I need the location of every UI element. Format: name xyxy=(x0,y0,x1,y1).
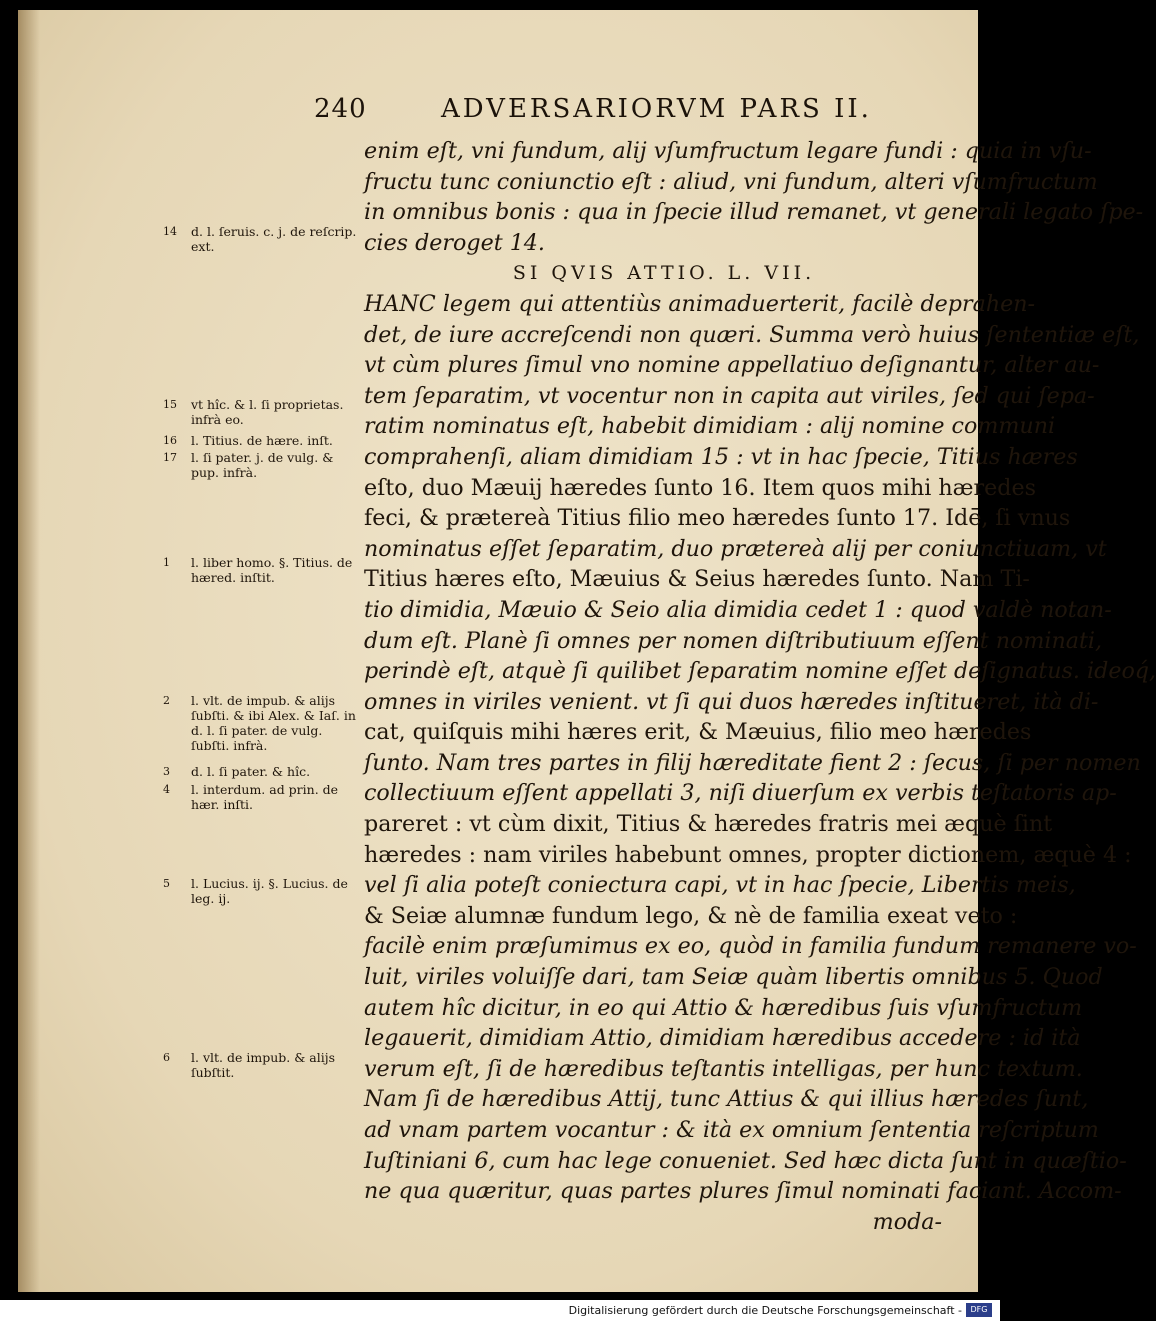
note-text: l. vlt. de impub. & alijs ſubſtit. xyxy=(191,1050,336,1080)
body-line: enim eſt, vni fundum, alij vſumfructum legare fundi : quia in vſu- xyxy=(364,138,1092,164)
body-line: perindè eſt, atquè ſi quilibet ſeparatim nomine eſſet deſignatus. ideoq́, xyxy=(364,658,1156,685)
body-line: Nam ſi de hæredibus Attij, tunc Attius & qui illius hæredes ſunt, xyxy=(364,1086,1089,1113)
body-line: tem ſeparatim, vt vocentur non in capita aut viriles, ſed qui ſepa- xyxy=(364,382,1095,409)
body-line: comprahenſi, aliam dimidiam 15 : vt in hac ſpecie, Titius hæres xyxy=(364,443,1078,470)
body-line: cies deroget 14. xyxy=(364,229,545,256)
body-line: eſto, duo Mæuij hæredes ſunto 16. Item quos mihi hæredes xyxy=(364,474,1036,501)
body-line: fructu tunc coniunctio eſt : aliud, vni fundum, alteri vſumfructum xyxy=(364,168,1098,195)
body-line: ratim nominatus eſt, habebit dimidiam : alij nomine communi xyxy=(364,413,1056,440)
note-number: 14 xyxy=(163,225,177,238)
body-line: legauerit, dimidiam Attio, dimidiam hæredibus accedere : id ità xyxy=(364,1025,1081,1052)
catchword: moda- xyxy=(872,1208,942,1235)
dfg-logo-icon: DFG xyxy=(966,1303,992,1317)
note-number: 1 xyxy=(163,556,170,569)
margin-note xyxy=(163,450,363,480)
note-text: l. liber homo. §. Titius. de hæred. inſtit. xyxy=(191,555,353,585)
page-gutter-shadow xyxy=(18,10,40,1292)
note-number: 5 xyxy=(163,877,170,890)
note-text: l. interdum. ad prin. de hær. inſti. xyxy=(191,782,339,812)
body-line: feci, & prætereà Titius filio meo hæredes ſunto 17. Idē, ſi vnus xyxy=(364,505,1071,532)
body-line: autem hîc dicitur, in eo qui Attio & hæredibus ſuis vſumfructum xyxy=(364,994,1083,1021)
body-line: collectiuum eſſent appellati 3, niſi diuerſum ex verbis teſtatoris ap- xyxy=(364,780,1117,807)
scanned-page xyxy=(18,10,1156,1292)
body-line: hæredes : nam viriles habebunt omnes, propter dictionem, æquè 4 : xyxy=(364,841,1132,868)
section-heading: SI QVIS ATTIO. L. VII. xyxy=(512,262,816,285)
body-line: dum eſt. Planè ſi omnes per nomen diſtributiuum eſſent nominati, xyxy=(364,627,1103,654)
note-number: 17 xyxy=(163,451,177,464)
body-line: vel ſi alia poteſt coniectura capi, vt in hac ſpecie, Libertis meis, xyxy=(364,872,1076,899)
note-text: d. l. ſeruis. c. j. de reſcrip. ext. xyxy=(191,224,357,254)
margin-note xyxy=(163,782,363,812)
body-line: ſunto. Nam tres partes in filij hæreditate fient 2 : ſecus, ſi per nomen xyxy=(364,749,1141,776)
note-number: 3 xyxy=(163,765,170,778)
body-line: Titius hæres eſto, Mæuius & Seius hæredes ſunto. Nam Ti- xyxy=(364,566,1030,593)
body-line: ad vnam partem vocantur : & ità ex omnium ſententia reſcriptum xyxy=(364,1117,1099,1143)
body-line: HANC legem qui attentiùs animaduerterit, facilè deprahen- xyxy=(364,290,1036,317)
body-line: vt cùm plures ſimul vno nomine appellatiuo deſignantur, alter au- xyxy=(364,352,1100,379)
note-text: vt hîc. & l. ſi proprietas. infrà eo. xyxy=(191,397,344,427)
note-text: l. vlt. de impub. & alijs ſubſti. & ibi Alex. & Iaſ. in d. l. ſi pater. de vulg. ſubſti. infrà. xyxy=(191,693,356,753)
margin-note xyxy=(163,555,363,585)
note-number: 15 xyxy=(163,398,177,411)
margin-note xyxy=(163,397,363,427)
body-line: det, de iure accreſcendi non quæri. Summa verò huius ſententiæ eſt, xyxy=(364,321,1140,348)
page-number: 240 xyxy=(314,94,367,124)
body-line: pareret : vt cùm dixit, Titius & hæredes fratris mei æquè ſint xyxy=(364,811,1053,838)
margin-note xyxy=(163,764,363,779)
body-line: facilè enim præſumimus ex eo, quòd in familia fundum remanere vo- xyxy=(364,933,1137,960)
note-text: l. Titius. de hære. inſt. xyxy=(191,433,333,448)
note-text: l. ſi pater. j. de vulg. & pup. infrà. xyxy=(191,450,334,480)
body-line: ne qua quæritur, quas partes plures ſimul nominati faciant. Accom- xyxy=(364,1178,1122,1205)
margin-note xyxy=(163,693,363,753)
margin-note xyxy=(163,1050,363,1080)
note-number: 2 xyxy=(163,694,170,707)
page-header xyxy=(18,94,978,134)
note-text: l. Lucius. ij. §. Lucius. de leg. ij. xyxy=(191,876,348,906)
body-text xyxy=(364,136,1156,1237)
margin-note xyxy=(163,224,363,254)
body-line: omnes in viriles venient. vt ſi qui duos hæredes inſtitueret, ità di- xyxy=(364,688,1099,715)
body-line: Iuſtiniani 6, cum hac lege conueniet. Sed hæc dicta ſunt in quæſtio- xyxy=(364,1147,1127,1174)
margin-note xyxy=(163,876,363,906)
note-number: 4 xyxy=(163,783,170,796)
funding-notice: Digitalisierung gefördert durch die Deutsche Forschungsgemeinschaft - xyxy=(568,1304,962,1317)
body-line: cat, quiſquis mihi hæres erit, & Mæuius, filio meo hæredes xyxy=(364,719,1032,746)
body-line: in omnibus bonis : qua in ſpecie illud remanet, vt generali legato ſpe- xyxy=(364,199,1144,226)
funding-footer xyxy=(0,1300,1000,1321)
note-text: d. l. ſi pater. & hîc. xyxy=(191,764,311,779)
margin-note xyxy=(163,433,363,448)
body-line: nominatus eſſet ſeparatim, duo prætereà alij per coniunctiuam, vt xyxy=(364,535,1107,562)
note-number: 6 xyxy=(163,1051,170,1064)
body-line: & Seiæ alumnæ fundum lego, & nè de familia exeat veto : xyxy=(364,902,1018,929)
note-number: 16 xyxy=(163,434,177,447)
running-head: ADVERSARIORVM PARS II. xyxy=(441,94,872,124)
body-line: tio dimidia, Mæuio & Seio alia dimidia cedet 1 : quod valdè notan- xyxy=(364,596,1112,623)
body-line: verum eſt, ſi de hæredibus teſtantis intelligas, per hunc textum. xyxy=(364,1055,1083,1082)
body-line: luit, viriles voluiſſe dari, tam Seiæ quàm libertis omnibus 5. Quod xyxy=(364,964,1103,991)
